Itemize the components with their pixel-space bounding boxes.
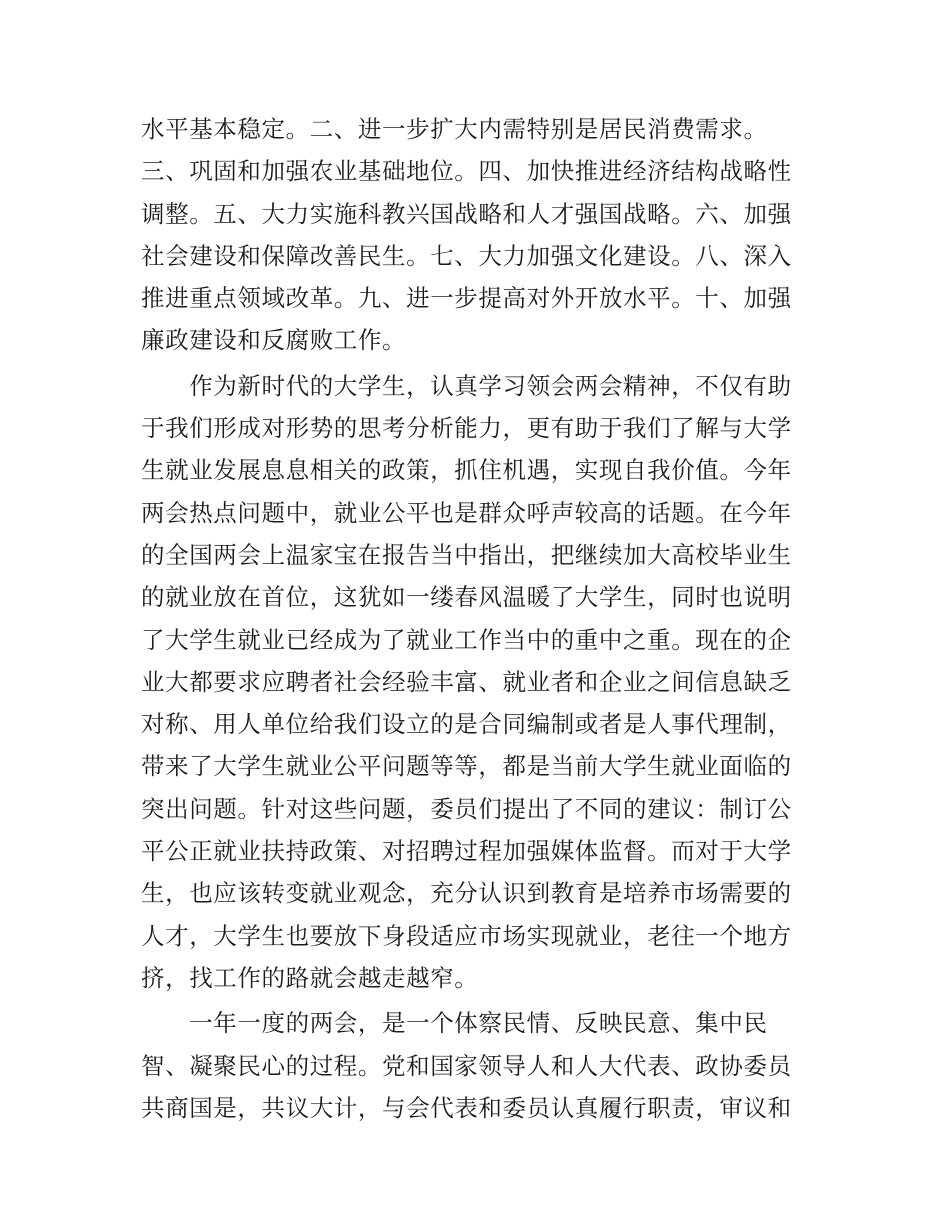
text-line: 调整。五、大力实施科教兴国战略和人才强国战略。六、加强 bbox=[141, 199, 792, 228]
text-line: 作为新时代的大学生，认真学习领会两会精神，不仅有助 bbox=[141, 371, 792, 400]
text-line: 一年一度的两会，是一个体察民情、反映民意、集中民 bbox=[141, 1009, 768, 1038]
text-line: 的全国两会上温家宝在报告当中指出，把继续加大高校毕业生 bbox=[141, 540, 792, 569]
text-line: 推进重点领域改革。九、进一步提高对外开放水平。十、加强 bbox=[141, 284, 792, 313]
text-line: 社会建设和保障改善民生。七、大力加强文化建设。八、深入 bbox=[141, 241, 792, 270]
text-line: 共商国是，共议大计，与会代表和委员认真履行职责，审议和 bbox=[141, 1093, 792, 1122]
text-line: 的就业放在首位，这犹如一缕春风温暖了大学生，同时也说明 bbox=[141, 583, 792, 612]
text-line: 生，也应该转变就业观念，充分认识到教育是培养市场需要的 bbox=[141, 879, 792, 908]
text-line: 业大都要求应聘者社会经验丰富、就业者和企业之间信息缺乏 bbox=[141, 667, 792, 696]
document-body bbox=[141, 108, 811, 1129]
text-line: 对称、用人单位给我们设立的是合同编制或者是人事代理制， bbox=[141, 710, 792, 739]
text-line: 带来了大学生就业公平问题等等，都是当前大学生就业面临的 bbox=[141, 752, 792, 781]
text-line: 智、凝聚民心的过程。党和国家领导人和人大代表、政协委员 bbox=[141, 1051, 792, 1080]
text-line: 平公正就业扶持政策、对招聘过程加强媒体监督。而对于大学 bbox=[141, 837, 792, 866]
text-line: 人才，大学生也要放下身段适应市场实现就业，老往一个地方 bbox=[141, 921, 792, 950]
text-line: 水平基本稳定。二、进一步扩大内需特别是居民消费需求。 bbox=[141, 115, 768, 143]
text-line: 三、巩固和加强农业基础地位。四、加快推进经济结构战略性 bbox=[141, 157, 792, 186]
text-line: 于我们形成对形势的思考分析能力，更有助于我们了解与大学 bbox=[141, 414, 792, 443]
text-line: 了大学生就业已经成为了就业工作当中的重中之重。现在的企 bbox=[141, 625, 792, 654]
text-line: 两会热点问题中，就业公平也是群众呼声较高的话题。在今年 bbox=[141, 498, 792, 527]
text-line: 挤，找工作的路就会越走越窄。 bbox=[141, 963, 479, 992]
text-line: 突出问题。针对这些问题，委员们提出了不同的建议：制订公 bbox=[141, 794, 792, 823]
text-line: 生就业发展息息相关的政策，抓住机遇，实现自我价值。今年 bbox=[141, 456, 792, 485]
text-line: 廉政建设和反腐败工作。 bbox=[141, 326, 407, 355]
